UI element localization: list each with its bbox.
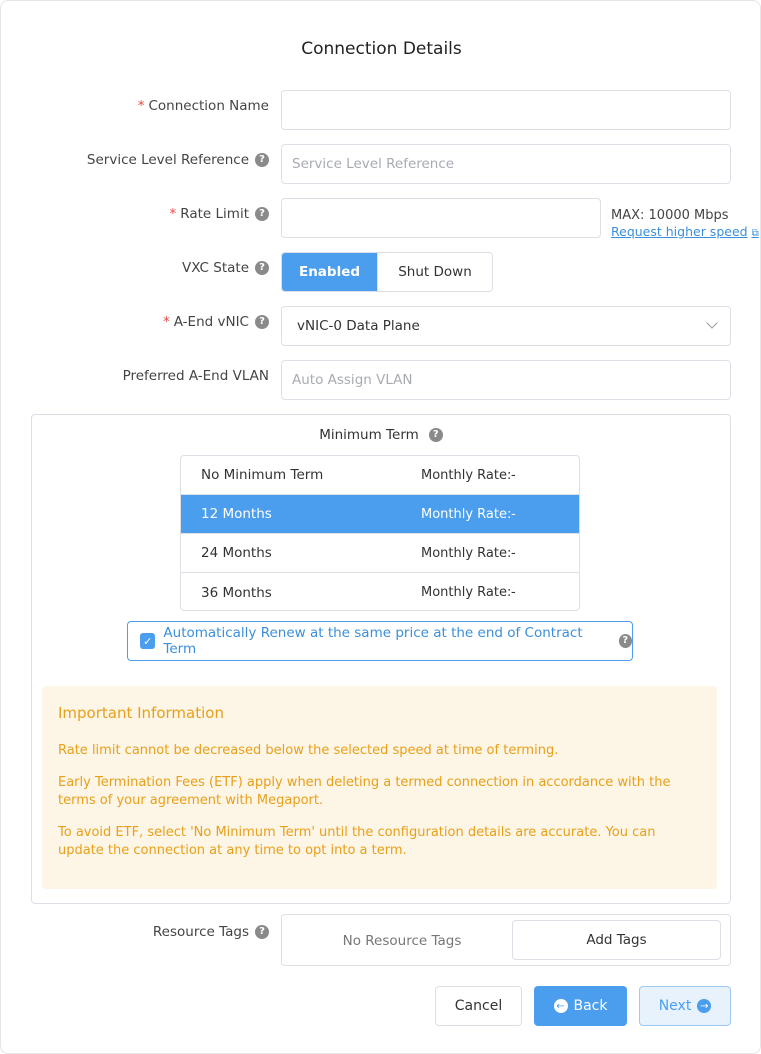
external-link-icon: ⧉ — [751, 228, 759, 239]
help-icon[interactable]: ? — [255, 315, 269, 329]
vxc-state-label — [182, 260, 269, 276]
vxc-state-row — [1, 252, 761, 292]
checkbox-checked-icon[interactable]: ✓ — [140, 633, 155, 649]
term-name: 12 Months — [201, 506, 272, 522]
important-info-heading: Important Information — [58, 704, 224, 722]
term-rate-value: - — [511, 467, 516, 483]
a-end-vnic-value: vNIC-0 Data Plane — [297, 318, 420, 334]
service-level-row — [1, 144, 761, 184]
help-icon[interactable]: ? — [255, 925, 269, 939]
term-option-no-minimum[interactable] — [181, 456, 579, 495]
a-end-vlan-row — [1, 360, 761, 400]
connection-name-row — [1, 90, 761, 130]
important-info-paragraph: Early Termination Fees (ETF) apply when deleting a termed connection in accordance with the terms of your agreement with Megaport. — [58, 775, 671, 808]
term-rate-label: Monthly Rate: — [421, 506, 512, 522]
a-end-vnic-select[interactable] — [281, 306, 731, 346]
rate-limit-label-text: Rate Limit — [180, 206, 249, 222]
auto-renew-label: Automatically Renew at the same price at the end of Contract Term — [163, 625, 583, 657]
back-button-label: Back — [573, 998, 608, 1014]
rate-limit-max: MAX: 10000 Mbps — [611, 208, 729, 223]
resource-tags-box — [281, 914, 731, 966]
request-higher-speed-link[interactable] — [611, 224, 759, 239]
next-button[interactable] — [639, 986, 731, 1026]
service-level-label — [87, 152, 269, 168]
term-name: 36 Months — [201, 584, 272, 601]
term-option-36-months[interactable] — [181, 573, 579, 611]
minimum-term-title-text: Minimum Term — [319, 427, 419, 443]
next-button-label: Next — [658, 998, 692, 1014]
auto-renew-checkbox-row[interactable] — [127, 621, 633, 661]
important-information-panel — [42, 686, 717, 889]
important-info-paragraph: To avoid ETF, select 'No Minimum Term' until the configuration details are accurate. You can update the connection at any time to opt into a term. — [58, 825, 656, 858]
help-icon[interactable]: ? — [619, 634, 632, 648]
arrow-left-circle-icon: ← — [554, 999, 568, 1013]
help-icon[interactable]: ? — [255, 261, 269, 275]
a-end-vnic-label — [163, 314, 269, 330]
rate-limit-input[interactable] — [281, 198, 601, 238]
connection-name-label-text: Connection Name — [148, 98, 269, 114]
service-level-label-text: Service Level Reference — [86, 152, 249, 168]
help-icon[interactable]: ? — [255, 153, 269, 167]
service-level-placeholder: Service Level Reference — [292, 156, 455, 172]
term-rate-label: Monthly Rate: — [421, 467, 512, 483]
help-icon[interactable]: ? — [255, 207, 269, 221]
connection-name-input[interactable] — [281, 90, 731, 130]
minimum-term-section — [31, 414, 731, 904]
service-level-input[interactable] — [281, 144, 731, 184]
rate-limit-label — [170, 206, 269, 222]
minimum-term-title — [32, 427, 730, 443]
vxc-state-label-text: VXC State — [182, 260, 249, 276]
required-marker: * — [137, 98, 145, 114]
term-rate-label: Monthly Rate: — [421, 545, 512, 561]
no-resource-tags-text: No Resource Tags — [342, 933, 462, 949]
arrow-right-circle-icon: → — [697, 999, 711, 1013]
a-end-vlan-label-text: Preferred A-End VLAN — [122, 368, 269, 384]
a-end-vnic-row — [1, 306, 761, 346]
minimum-term-list — [180, 455, 580, 611]
a-end-vnic-label-text: A-End vNIC — [173, 314, 249, 330]
resource-tags-label — [153, 924, 269, 940]
enabled-button[interactable]: Enabled — [282, 253, 377, 291]
term-name: 24 Months — [201, 545, 272, 561]
resource-tags-label-text: Resource Tags — [152, 924, 249, 940]
chevron-down-icon — [706, 317, 717, 328]
term-rate-label: Monthly Rate: — [421, 585, 512, 600]
term-option-24-months[interactable] — [181, 534, 579, 573]
page-title: Connection Details — [301, 39, 462, 59]
help-icon[interactable]: ? — [429, 428, 443, 442]
term-rate-value: - — [511, 545, 516, 561]
shut-down-button[interactable]: Shut Down — [377, 253, 492, 291]
cancel-button-label: Cancel — [454, 998, 503, 1014]
term-option-12-months[interactable] — [181, 495, 579, 534]
a-end-vlan-label — [123, 368, 269, 384]
back-button[interactable] — [534, 986, 627, 1026]
important-info-paragraph: Rate limit cannot be decreased below the selected speed at time of terming. — [58, 743, 559, 758]
term-rate-value: - — [511, 585, 516, 600]
a-end-vlan-input[interactable] — [281, 360, 731, 400]
a-end-vlan-placeholder: Auto Assign VLAN — [292, 372, 413, 388]
term-name: No Minimum Term — [201, 467, 324, 483]
term-rate-value: - — [511, 506, 516, 522]
add-tags-button[interactable]: Add Tags — [512, 920, 721, 960]
rate-limit-row — [1, 198, 761, 238]
cancel-button[interactable] — [435, 986, 522, 1026]
required-marker: * — [169, 206, 177, 222]
vxc-state-toggle — [281, 252, 493, 292]
connection-name-label — [138, 98, 269, 114]
request-higher-speed-text: Request higher speed — [611, 224, 748, 239]
required-marker: * — [162, 314, 170, 330]
